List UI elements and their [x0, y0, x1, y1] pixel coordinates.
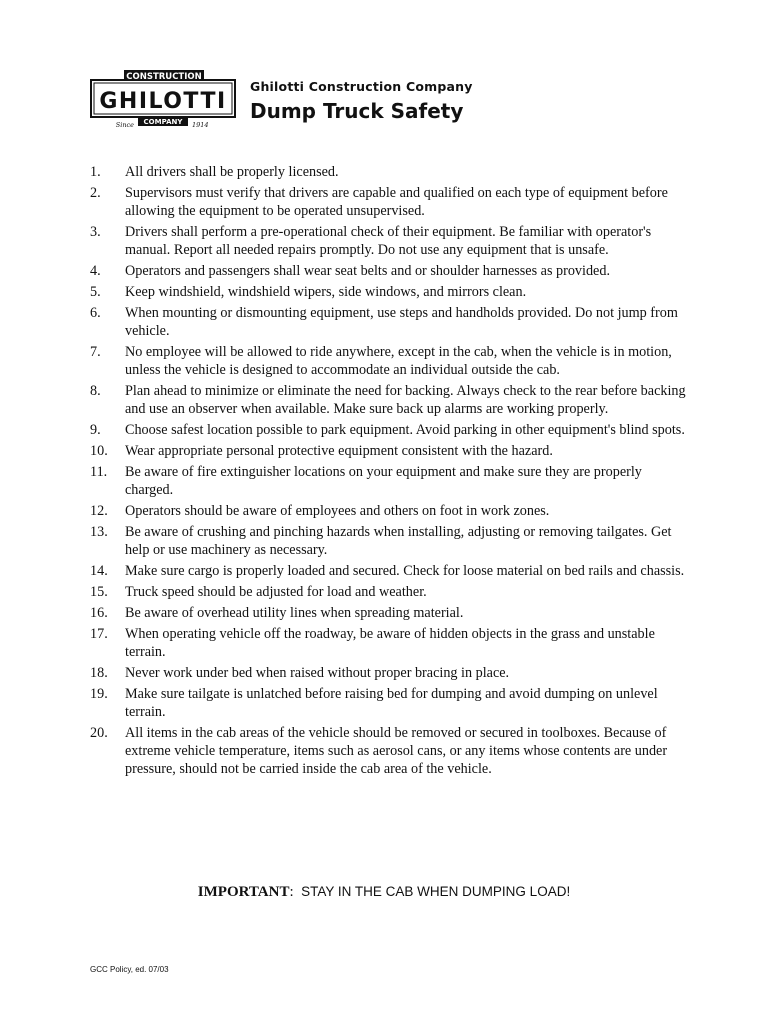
rule-text: Supervisors must verify that drivers are capable and qualified on each type of equipment before allowing the equipment to be operated unsupervised.	[125, 185, 668, 219]
rule-number: 17.	[90, 626, 108, 642]
rule-number: 7.	[90, 344, 101, 360]
rule-text: No employee will be allowed to ride anywhere, except in the cab, when the vehicle is in motion, unless the vehicle is designed to accommodate an individual outside the cab.	[125, 344, 672, 378]
rule-number: 9.	[90, 422, 101, 438]
rule-text: Truck speed should be adjusted for load and weather.	[125, 584, 427, 600]
rule-text: Be aware of fire extinguisher locations on your equipment and make sure they are properly charged.	[125, 464, 642, 498]
rule-item	[90, 502, 690, 520]
safety-rules-list	[90, 163, 690, 781]
rule-number: 13.	[90, 524, 108, 540]
rule-item	[90, 442, 690, 460]
rule-number: 2.	[90, 185, 101, 201]
rule-text: All items in the cab areas of the vehicle should be removed or secured in toolboxes. Because of extreme vehicle temperature, items such as aerosol cans, or any items whose contents are under pressure, should not be carried inside the cab area of the vehicle.	[125, 725, 668, 777]
rule-item	[90, 262, 690, 280]
rule-text: Choose safest location possible to park equipment. Avoid parking in other equipment's blind spots.	[125, 422, 685, 438]
important-notice	[0, 884, 768, 901]
logo-main-text: GHILOTTI	[99, 89, 227, 114]
rule-item	[90, 184, 690, 220]
rule-number: 14.	[90, 563, 108, 579]
rule-number: 18.	[90, 665, 108, 681]
rule-number: 5.	[90, 284, 101, 300]
rule-text: When operating vehicle off the roadway, be aware of hidden objects in the grass and unstable terrain.	[125, 626, 655, 660]
rule-item	[90, 463, 690, 499]
important-separator: :	[289, 884, 294, 900]
rule-text: All drivers shall be properly licensed.	[125, 164, 339, 180]
rule-number: 19.	[90, 686, 108, 702]
rule-item	[90, 604, 690, 622]
company-name: Ghilotti Construction Company	[250, 79, 473, 94]
rule-item	[90, 664, 690, 682]
rule-item	[90, 685, 690, 721]
rule-item	[90, 382, 690, 418]
rule-number: 8.	[90, 383, 101, 399]
logo-year-text: 1914	[192, 121, 209, 129]
rule-text: Keep windshield, windshield wipers, side windows, and mirrors clean.	[125, 284, 527, 300]
rule-number: 15.	[90, 584, 108, 600]
rule-number: 11.	[90, 464, 108, 480]
rule-item	[90, 523, 690, 559]
rule-item	[90, 283, 690, 301]
rule-text: Be aware of overhead utility lines when spreading material.	[125, 605, 464, 621]
important-label: IMPORTANT	[197, 884, 290, 900]
rule-number: 12.	[90, 503, 108, 519]
rule-text: Be aware of crushing and pinching hazards when installing, adjusting or removing tailgates. Get help or use machinery as necessary.	[125, 524, 672, 558]
rule-text: Plan ahead to minimize or eliminate the need for backing. Always check to the rear before backing and use an observer when available. Make sure back up alarms are working properly.	[125, 383, 686, 417]
important-message: STAY IN THE CAB WHEN DUMPING LOAD!	[301, 884, 571, 899]
rule-text: Operators and passengers shall wear seat belts and or shoulder harnesses as provided.	[125, 263, 610, 279]
rule-item	[90, 625, 690, 661]
rule-text: Make sure cargo is properly loaded and secured. Check for loose material on bed rails and chassis.	[125, 563, 685, 579]
logo-company-text: COMPANY	[143, 118, 183, 126]
rule-item	[90, 343, 690, 379]
rule-text: Make sure tailgate is unlatched before raising bed for dumping and avoid dumping on unlevel terrain.	[125, 686, 658, 720]
company-logo	[90, 70, 236, 130]
rule-item	[90, 583, 690, 601]
rule-number: 20.	[90, 725, 108, 741]
rule-text: Wear appropriate personal protective equipment consistent with the hazard.	[125, 443, 553, 459]
rule-item	[90, 562, 690, 580]
rule-number: 6.	[90, 305, 101, 321]
rule-item	[90, 724, 690, 778]
rule-number: 10.	[90, 443, 108, 459]
ghilotti-logo	[90, 70, 236, 130]
document-title: Dump Truck Safety	[250, 99, 464, 123]
rule-text: Never work under bed when raised without proper bracing in place.	[125, 665, 510, 681]
rule-number: 3.	[90, 224, 101, 240]
rule-item	[90, 304, 690, 340]
rule-number: 16.	[90, 605, 108, 621]
logo-top-text: CONSTRUCTION	[126, 72, 202, 82]
logo-since-text: Since	[115, 121, 134, 129]
rule-text: Drivers shall perform a pre-operational check of their equipment. Be familiar with operator's manual. Report all needed repairs promptly. Do not use any equipment that is unsafe.	[125, 224, 652, 258]
policy-footer: GCC Policy, ed. 07/03	[90, 965, 169, 974]
rule-number: 4.	[90, 263, 101, 279]
rule-text: Operators should be aware of employees and others on foot in work zones.	[125, 503, 550, 519]
rule-number: 1.	[90, 164, 101, 180]
rule-item	[90, 163, 690, 181]
rule-item	[90, 223, 690, 259]
rule-item	[90, 421, 690, 439]
rule-text: When mounting or dismounting equipment, use steps and handholds provided. Do not jump from vehicle.	[125, 305, 678, 339]
